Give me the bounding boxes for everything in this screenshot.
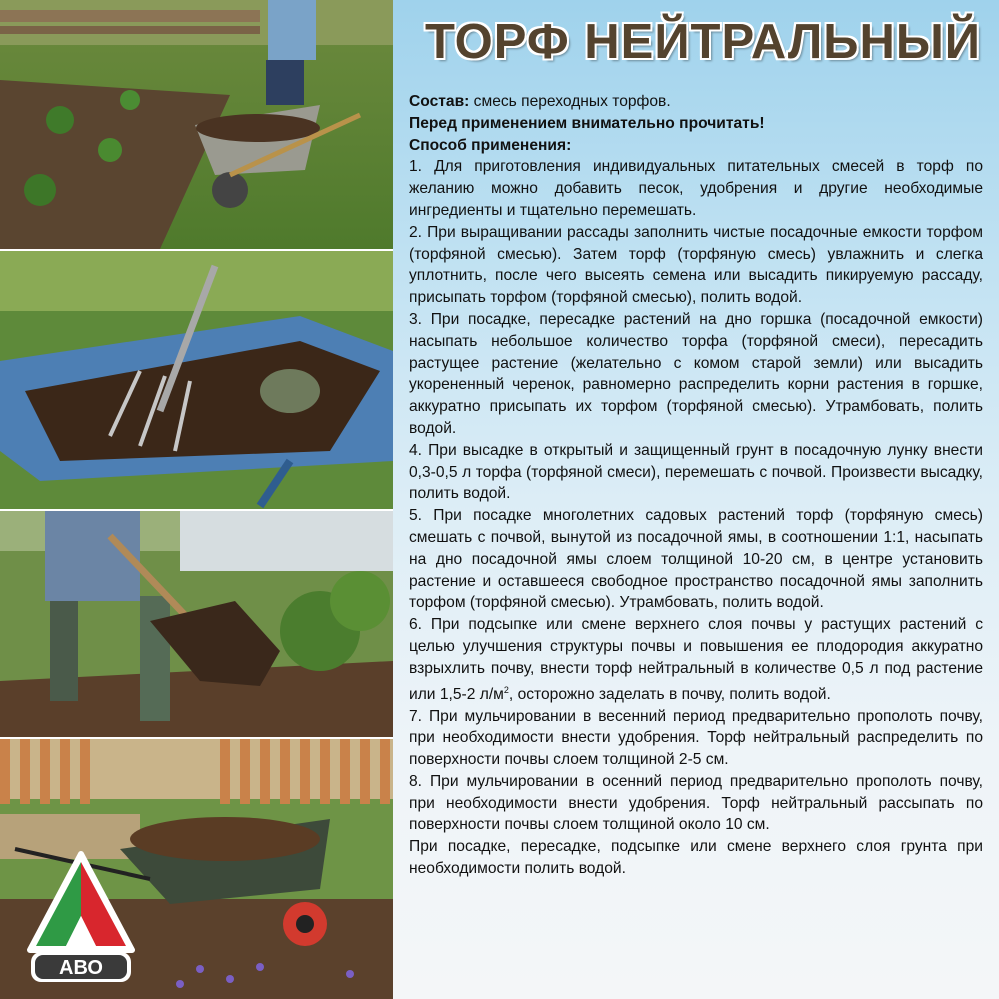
- step-8: 8. При мульчировании в осенний период предварительно прополоть почву, при необходимости внести удобрения. Торф нейтральный рассыпать по поверхности почвы слоем толщиной около 10 см.: [409, 772, 983, 834]
- photo-garden-wheelbarrow: [0, 0, 393, 249]
- step-6-superscript: 2: [503, 684, 509, 695]
- method-heading: Способ применения:: [409, 136, 572, 154]
- step-6: [409, 614, 983, 705]
- instructions-panel: [393, 0, 999, 999]
- step-6-text-end: , осторожно заделать в почву, полить водой.: [508, 685, 831, 703]
- step-3: 3. При посадке, пересадке растений на дно горшка (посадочной емкости) насыпать небольшое количество торфа (торфяной смеси), пересадить растущее растение (желательно с комом старой земли) или высадить укорененный черенок, равномерно распределить корни растения в горшке, аккуратно присыпать их торфом (торфяной смесью). Утрамбовать, полить водой.: [409, 310, 983, 437]
- avo-logo: [26, 850, 136, 985]
- closing-note: При посадке, пересадке, подсыпке или смене верхнего слоя грунта при необходимости полить водой.: [409, 838, 983, 878]
- step-4: 4. При высадке в открытый и защищенный грунт в посадочную лунку внести 0,3-0,5 л торфа (торфяной смеси), перемешать с почвой. Произвести высадку, полить водой.: [409, 441, 983, 503]
- instructions-body: [409, 91, 983, 880]
- step-6-text: 6. При подсыпке или смене верхнего слоя почвы у растущих растений с целью улучшения структуры почвы и повышения ее плодородия аккуратно взрыхлить почву, внести торф нейтральный в количестве 0,5 л под растение или 1,5-2 л/м: [409, 616, 983, 703]
- logo-text: АВО: [59, 957, 103, 979]
- composition-label: Состав:: [409, 93, 470, 110]
- photo-shovel-digging: [0, 511, 393, 737]
- photo-blue-wheelbarrow: [0, 251, 393, 509]
- step-1: 1. Для приготовления индивидуальных питательных смесей в торф по желанию можно добавить песок, удобрения и другие необходимые ингредиенты и тщательно перемешать.: [409, 158, 983, 219]
- step-2: 2. При выращивании рассады заполнить чистые посадочные емкости торфом (торфяной смесью). Затем торф (торфяную смесь) увлажнить и слегка уплотнить, после чего высеять семена или высадить пикируемую рассаду, присыпать торфом (торфяной смесью), полить водой.: [409, 223, 983, 307]
- composition-line: [409, 91, 983, 113]
- step-7: 7. При мульчировании в весенний период предварительно прополоть почву, при необходимости внести удобрения. Торф нейтральный распределить по поверхности почвы слоем толщиной 2-5 см.: [409, 707, 983, 769]
- composition-value: смесь переходных торфов.: [469, 93, 671, 110]
- photo-column: [0, 0, 393, 999]
- warning-line: Перед применением внимательно прочитать!: [409, 114, 765, 132]
- product-title: ТОРФ НЕЙТРАЛЬНЫЙ: [424, 15, 982, 69]
- step-5: 5. При посадке многолетних садовых растений торф (торфяную смесь) смешать с почвой, вынутой из посадочной ямы, в соотношении 1:1, насыпать на дно посадочной ямы слоем толщиной 10-20 см, в центре установить растение и оставшееся свободное пространство посадочной ямы заполнить торфом (торфяной смесью). Утрамбовать, полить водой.: [409, 507, 983, 612]
